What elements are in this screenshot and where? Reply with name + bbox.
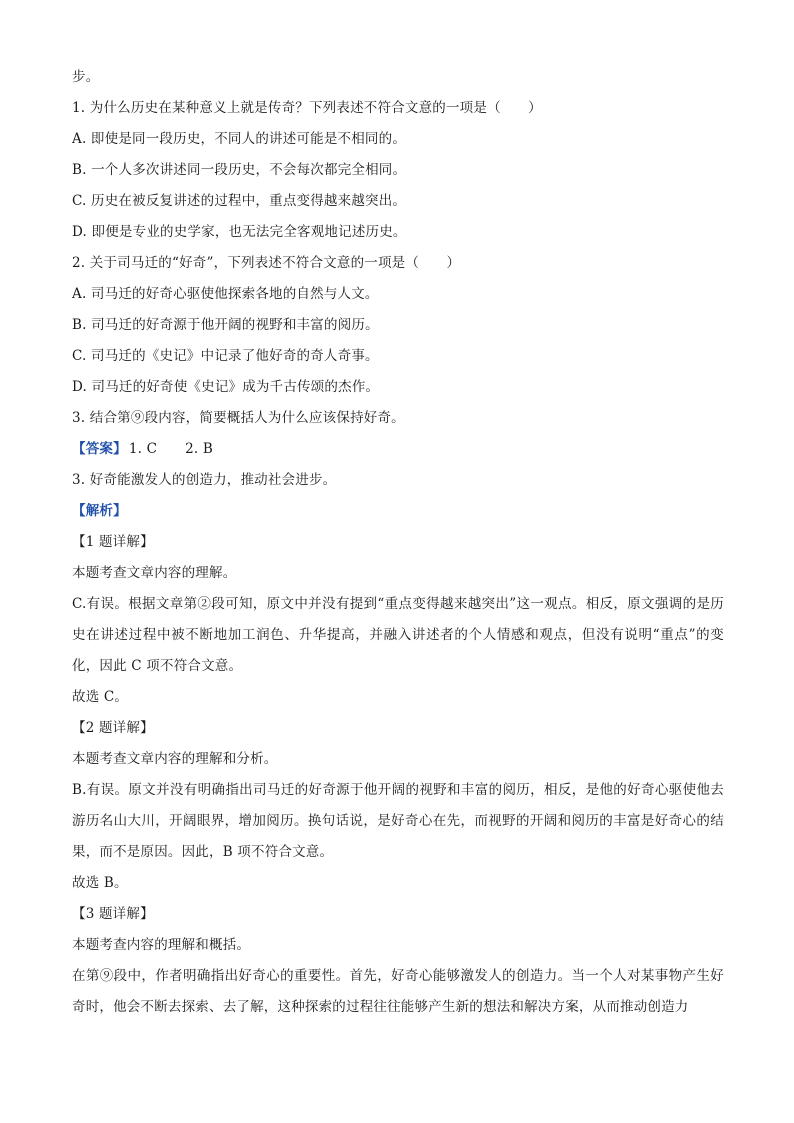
section-1-body: C.有误。根据文章第②段可知，原文中并没有提到“重点变得越来越突出”这一观点。相反，原文强调的是历史在讲述过程中被不断地加工润色、升华提高，并融入讲述者的个人情感和观点，但没有说明“重点”的变化，因此 C 项不符合文意。 bbox=[72, 596, 724, 674]
answer-tag: 【答案】 bbox=[72, 441, 127, 457]
question-2-option-a: A. 司马迁的好奇心驱使他探索各地的自然与人文。 bbox=[72, 286, 379, 302]
intro-tail: 步。 bbox=[72, 69, 100, 85]
document-page bbox=[72, 62, 724, 1023]
section-2-intro: 本题考查文章内容的理解和分析。 bbox=[72, 751, 278, 767]
question-3-stem: 3. 结合第⑨段内容，简要概括人为什么应该保持好奇。 bbox=[72, 410, 405, 426]
question-1-option-a: A. 即使是同一段历史，不同人的讲述可能是不相同的。 bbox=[72, 131, 407, 147]
question-1-option-b: B. 一个人多次讲述同一段历史，不会每次都完全相同。 bbox=[72, 162, 407, 178]
answer-line bbox=[72, 434, 724, 465]
question-1-stem: 1. 为什么历史在某种意义上就是传奇？下列表述不符合文意的一项是（ ） bbox=[72, 100, 542, 116]
section-2-heading: 【2 题详解】 bbox=[72, 720, 154, 736]
section-1-conclusion: 故选 C。 bbox=[72, 689, 129, 705]
section-3-heading: 【3 题详解】 bbox=[72, 906, 154, 922]
answer-q1: 1. C bbox=[128, 441, 158, 457]
section-3-body: 在第⑨段中，作者明确指出好奇心的重要性。首先，好奇心能够激发人的创造力。当一个人对某事物产生好奇时，他会不断去探索、去了解，这种探索的过程往往能够产生新的想法和解决方案，从而推动创造力 bbox=[72, 968, 724, 1015]
answer-q3: 3. 好奇能激发人的创造力，推动社会进步。 bbox=[72, 472, 337, 488]
question-2-option-b: B. 司马迁的好奇源于他开阔的视野和丰富的阅历。 bbox=[72, 317, 379, 333]
section-1-intro: 本题考查文章内容的理解。 bbox=[72, 565, 237, 581]
section-1-heading: 【1 题详解】 bbox=[72, 534, 154, 550]
section-3-intro: 本题考查内容的理解和概括。 bbox=[72, 937, 251, 953]
analysis-tag: 【解析】 bbox=[72, 503, 127, 519]
question-1-option-c: C. 历史在被反复讲述的过程中，重点变得越来越突出。 bbox=[72, 193, 407, 209]
question-1-option-d: D. 即便是专业的史学家，也无法完全客观地记述历史。 bbox=[72, 224, 407, 240]
question-2-stem: 2. 关于司马迁的“好奇”，下列表述不符合文意的一项是（ ） bbox=[72, 255, 461, 271]
section-2-conclusion: 故选 B。 bbox=[72, 875, 128, 891]
section-2-body: B.有误。原文并没有明确指出司马迁的好奇源于他开阔的视野和丰富的阅历，相反，是他的好奇心驱使他去游历名山大川，开阔眼界，增加阅历。换句话说，是好奇心在先，而视野的开阔和阅历的丰富是好奇心的结果，而不是原因。因此，B 项不符合文意。 bbox=[72, 782, 724, 860]
question-2-option-c: C. 司马迁的《史记》中记录了他好奇的奇人奇事。 bbox=[72, 348, 379, 364]
answer-q2: 2. B bbox=[185, 441, 214, 457]
question-2-option-d: D. 司马迁的好奇使《史记》成为千古传颂的杰作。 bbox=[72, 379, 380, 395]
